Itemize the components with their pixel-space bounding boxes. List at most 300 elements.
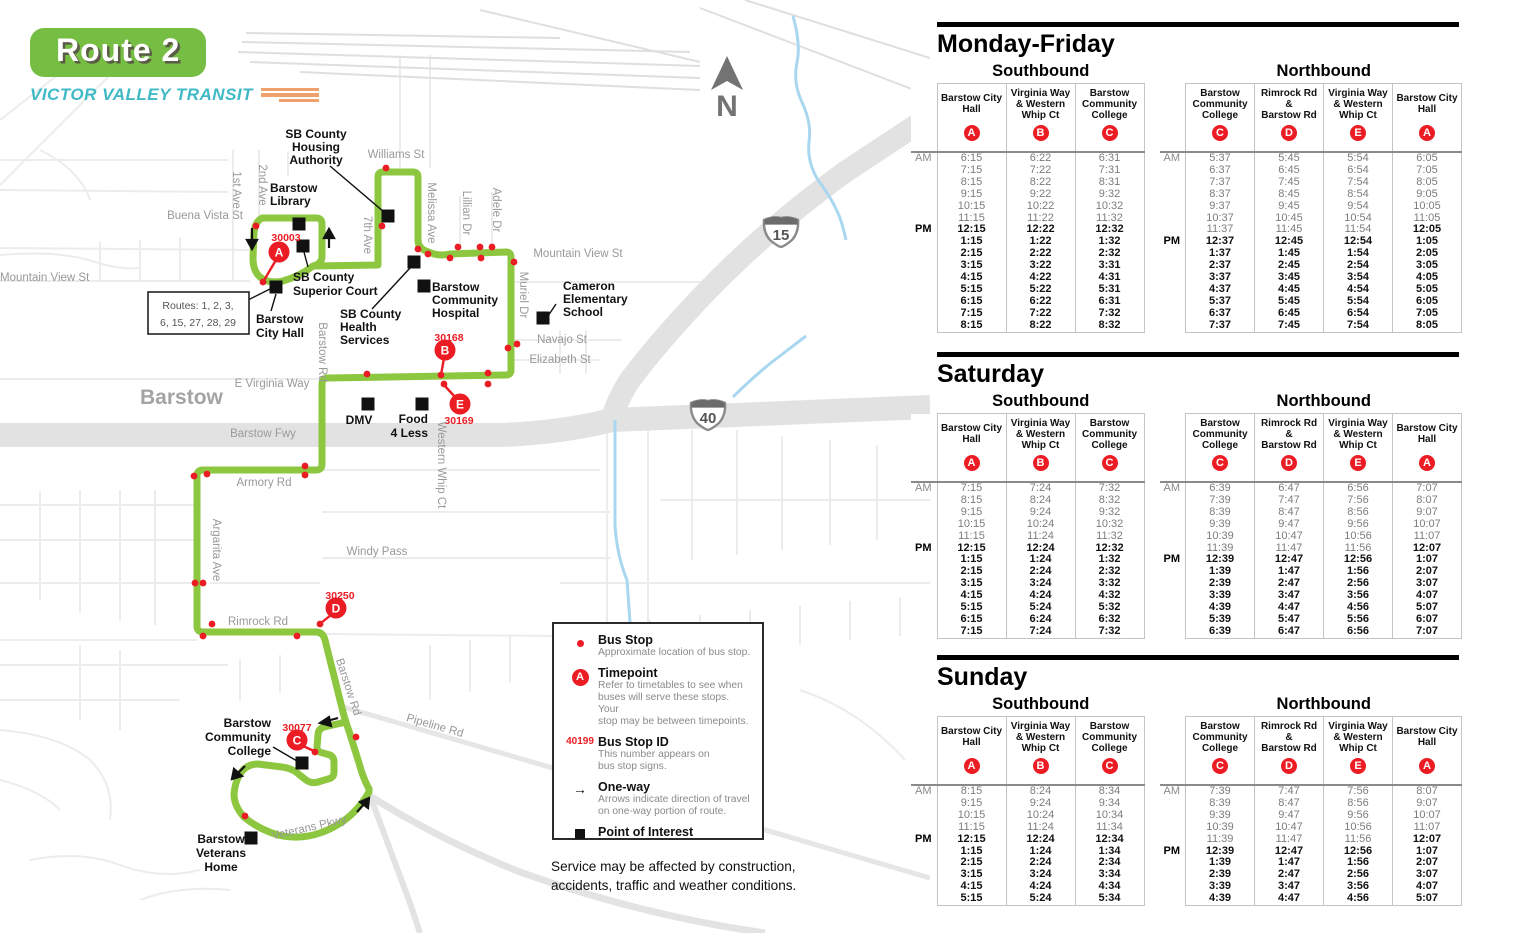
time-cell: 4:56 <box>1324 893 1393 905</box>
time-cell: 11:39 <box>1186 834 1255 846</box>
column-name: Rimrock Rd & Barstow Rd <box>1260 417 1318 451</box>
svg-text:Authority: Authority <box>289 153 343 167</box>
timepoint-letter: E <box>1350 125 1366 141</box>
street-argarita: Argarita Ave <box>210 518 222 582</box>
column-name: Barstow Community College <box>1192 87 1248 121</box>
time-cell: 3:31 <box>1075 260 1144 272</box>
time-cell: 7:39 <box>1186 785 1255 798</box>
time-cell: 6:32 <box>1075 614 1144 626</box>
period-label <box>911 296 937 308</box>
svg-text:Barstow: Barstow <box>256 312 304 326</box>
time-cell: 6:54 <box>1324 308 1393 320</box>
time-cell: 4:37 <box>1186 284 1255 296</box>
time-cell: 11:32 <box>1075 531 1144 543</box>
time-cell: 2:34 <box>1075 857 1144 869</box>
timetable-row <box>911 531 1144 543</box>
period-label <box>1160 177 1186 189</box>
time-cell: 2:39 <box>1186 578 1255 590</box>
column-header <box>1393 414 1462 483</box>
period-label <box>911 798 937 810</box>
period-label <box>911 320 937 332</box>
direction-block <box>911 62 1145 333</box>
time-cell: 6:37 <box>1186 165 1255 177</box>
time-cell: 10:45 <box>1255 213 1324 225</box>
time-cell: 10:32 <box>1075 201 1144 213</box>
time-cell: 2:05 <box>1393 248 1462 260</box>
period-label <box>1160 201 1186 213</box>
time-cell: 3:24 <box>1006 578 1075 590</box>
column-name: Barstow Community College <box>1192 417 1248 451</box>
column-name: Barstow City Hall <box>1396 423 1458 445</box>
street-veterans-pkwy: Veterans Pkwy <box>270 813 348 843</box>
legend-timepoint: A Timepoint Refer to timetables to see when buses will serve these stops. Your stop may be between timepoints. <box>562 666 752 728</box>
svg-text:Superior Court: Superior Court <box>293 284 378 298</box>
period-label <box>911 248 937 260</box>
time-cell: 9:47 <box>1255 519 1324 531</box>
time-cell: 8:05 <box>1393 320 1462 332</box>
one-way-arrow-icon: → <box>573 781 587 797</box>
time-cell: 7:47 <box>1255 785 1324 798</box>
timepoint-letter: C <box>1212 125 1228 141</box>
time-cell: 8:47 <box>1255 507 1324 519</box>
timepoint-letter: C <box>1102 758 1118 774</box>
day-divider-bar <box>937 22 1459 27</box>
period-label: PM <box>1163 235 1180 248</box>
time-cell: 8:45 <box>1255 189 1324 201</box>
time-cell: 4:54 <box>1324 284 1393 296</box>
period-label <box>911 578 937 590</box>
time-cell: 9:56 <box>1324 519 1393 531</box>
period-label: AM <box>915 785 932 797</box>
time-cell: 5:24 <box>1006 602 1075 614</box>
time-cell: 8:47 <box>1255 798 1324 810</box>
period-label <box>911 554 937 566</box>
time-cell: 5:15 <box>937 893 1006 905</box>
time-cell: 6:47 <box>1255 482 1324 495</box>
timetable-row <box>1160 519 1462 531</box>
time-cell: 2:32 <box>1075 248 1144 260</box>
time-cell: 6:22 <box>1006 152 1075 165</box>
time-cell: 2:07 <box>1393 857 1462 869</box>
period-label <box>911 165 937 177</box>
timepoint-circle-icon: A <box>562 666 598 728</box>
timepoint-letter: C <box>1212 455 1228 471</box>
street-barstow-rd-upper: Barstow Rd <box>316 322 328 382</box>
poi-housing-authority <box>285 127 347 167</box>
column-name: Rimrock Rd & Barstow Rd <box>1260 87 1318 121</box>
time-cell: 8:24 <box>1006 785 1075 798</box>
time-cell: 4:24 <box>1006 590 1075 602</box>
time-cell: 11:07 <box>1393 822 1462 834</box>
time-cell: 11:56 <box>1324 543 1393 555</box>
poi-cameron-school <box>563 279 628 319</box>
timetable-row <box>911 152 1144 165</box>
time-cell: 8:34 <box>1075 785 1144 798</box>
timetable-row <box>1160 177 1462 189</box>
time-cell: 5:56 <box>1324 614 1393 626</box>
column-name: Barstow Community College <box>1082 720 1137 754</box>
period-label <box>911 602 937 614</box>
weekday-tables <box>911 62 1471 333</box>
time-cell: 3:07 <box>1393 869 1462 881</box>
timetable-row <box>911 177 1144 189</box>
street-rimrock: Rimrock Rd <box>227 616 289 628</box>
svg-text:Housing: Housing <box>292 140 340 154</box>
period-label <box>1160 507 1186 519</box>
period-label <box>911 495 937 507</box>
time-cell: 7:07 <box>1393 626 1462 638</box>
time-cell: 6:15 <box>937 614 1006 626</box>
time-cell: 4:47 <box>1255 602 1324 614</box>
timetable-row <box>1160 531 1462 543</box>
time-cell: 7:05 <box>1393 308 1462 320</box>
timetable-row <box>911 785 1144 798</box>
timepoint-c: C <box>292 733 302 748</box>
time-cell: 6:56 <box>1324 482 1393 495</box>
timetable-row <box>911 626 1144 638</box>
day-title: Sunday <box>937 663 1028 691</box>
time-cell: 12:56 <box>1324 554 1393 566</box>
timepoint-a: A <box>274 245 284 260</box>
street-western-whip: Western Whip Ct <box>435 421 447 509</box>
time-cell: 11:07 <box>1393 531 1462 543</box>
svg-text:Hospital: Hospital <box>432 306 480 320</box>
time-cell: 3:22 <box>1006 260 1075 272</box>
period-label <box>911 881 937 893</box>
time-cell: 10:07 <box>1393 810 1462 822</box>
time-cell: 3:47 <box>1255 590 1324 602</box>
period-label <box>1160 602 1186 614</box>
column-name: Barstow Community College <box>1082 87 1137 121</box>
time-cell: 12:07 <box>1393 543 1462 555</box>
time-cell: 4:56 <box>1324 602 1393 614</box>
north-label: N <box>716 90 738 123</box>
time-cell: 8:22 <box>1006 177 1075 189</box>
street-pipeline: Pipeline Rd <box>404 712 465 740</box>
time-cell: 8:54 <box>1324 189 1393 201</box>
stop-id-30169: 30169 <box>444 415 474 427</box>
time-cell: 6:37 <box>1186 308 1255 320</box>
time-cell: 7:15 <box>937 482 1006 495</box>
timetable-row <box>911 810 1144 822</box>
street-buena-vista: Buena Vista St <box>167 210 243 222</box>
timetable-row <box>911 201 1144 213</box>
time-cell: 2:56 <box>1324 869 1393 881</box>
service-note: Service may be affected by construction, accidents, traffic and weather conditions. <box>551 859 797 893</box>
period-label: PM <box>915 541 932 554</box>
column-name: Barstow Community College <box>1082 417 1137 451</box>
street-1st-ave: 1st Ave <box>230 171 242 209</box>
timepoint-letter: B <box>1033 125 1049 141</box>
time-cell: 7:54 <box>1324 177 1393 189</box>
time-cell: 5:54 <box>1324 296 1393 308</box>
time-cell: 3:54 <box>1324 272 1393 284</box>
direction-title: Southbound <box>992 695 1090 713</box>
timepoint-letter: C <box>1102 125 1118 141</box>
column-name: Virginia Way & Western Whip Ct <box>1328 720 1388 754</box>
column-name: Virginia Way & Western Whip Ct <box>1328 417 1388 451</box>
sunday-tables <box>911 695 1471 906</box>
routes-callout <box>148 292 249 334</box>
column-header <box>1075 414 1144 483</box>
time-cell: 1:56 <box>1324 857 1393 869</box>
street-barstow-fwy: Barstow Fwy <box>230 428 296 440</box>
time-cell: 3:37 <box>1186 272 1255 284</box>
direction-block <box>1160 695 1463 906</box>
route-badge <box>30 28 206 77</box>
time-cell: 6:24 <box>1006 614 1075 626</box>
time-cell: 6:39 <box>1186 626 1255 638</box>
column-header <box>1324 717 1393 786</box>
timetable-row <box>1160 626 1462 638</box>
time-cell: 2:47 <box>1255 869 1324 881</box>
time-cell: 4:07 <box>1393 881 1462 893</box>
gutter-header <box>911 84 937 153</box>
period-label <box>1160 810 1186 822</box>
period-label <box>911 507 937 519</box>
time-cell: 5:37 <box>1186 152 1255 165</box>
time-cell: 2:32 <box>1075 566 1144 578</box>
time-cell: 5:34 <box>1075 893 1144 905</box>
time-cell: 5:32 <box>1075 602 1144 614</box>
timetable-row <box>1160 834 1462 846</box>
time-cell: 1:24 <box>1006 554 1075 566</box>
stop-id-30168: 30168 <box>434 332 464 344</box>
time-cell: 5:05 <box>1393 284 1462 296</box>
time-cell: 3:34 <box>1075 869 1144 881</box>
period-label <box>911 284 937 296</box>
svg-text:SB County: SB County <box>293 270 355 284</box>
time-cell: 8:15 <box>937 320 1006 332</box>
time-cell: 6:07 <box>1393 614 1462 626</box>
timetable-row <box>1160 893 1462 905</box>
time-cell: 9:07 <box>1393 798 1462 810</box>
time-cell: 7:56 <box>1324 495 1393 507</box>
time-cell: 8:37 <box>1186 189 1255 201</box>
column-header <box>937 717 1006 786</box>
period-label <box>911 893 937 905</box>
railroad-lines <box>238 0 930 96</box>
timepoint-letter: A <box>964 125 980 141</box>
column-header <box>1255 414 1324 483</box>
svg-text:City Hall: City Hall <box>256 326 305 340</box>
svg-text:Health: Health <box>340 320 377 334</box>
time-cell: 7:47 <box>1255 495 1324 507</box>
time-cell: 6:31 <box>1075 296 1144 308</box>
time-cell: 1:39 <box>1186 857 1255 869</box>
time-cell: 9:39 <box>1186 810 1255 822</box>
period-label <box>911 260 937 272</box>
column-name: Barstow City Hall <box>940 93 1003 115</box>
time-cell: 2:39 <box>1186 869 1255 881</box>
period-label <box>1160 213 1186 225</box>
time-cell: 9:32 <box>1075 189 1144 201</box>
time-cell: 6:31 <box>1075 152 1144 165</box>
time-cell: 10:56 <box>1324 822 1393 834</box>
time-cell: 8:56 <box>1324 798 1393 810</box>
period-label <box>1160 308 1186 320</box>
column-header <box>1006 84 1075 153</box>
time-cell: 10:39 <box>1186 822 1255 834</box>
period-label <box>911 236 937 248</box>
period-label <box>1160 189 1186 201</box>
gutter-header <box>1160 414 1186 483</box>
period-label: AM <box>915 152 932 164</box>
routes-callout-line2: 6, 15, 27, 28, 29 <box>160 317 236 329</box>
direction-title: Northbound <box>1276 695 1371 713</box>
time-cell: 9:24 <box>1006 507 1075 519</box>
time-cell: 9:15 <box>937 798 1006 810</box>
time-cell: 3:07 <box>1393 578 1462 590</box>
timetable-row <box>1160 189 1462 201</box>
svg-text:Library: Library <box>270 194 311 208</box>
time-cell: 4:24 <box>1006 881 1075 893</box>
period-label <box>911 177 937 189</box>
time-cell: 11:34 <box>1075 822 1144 834</box>
stop-id-example: 40199 <box>566 736 594 747</box>
svg-text:Services: Services <box>340 333 390 347</box>
legend-poi: Point of Interest <box>562 825 752 844</box>
time-cell: 10:39 <box>1186 531 1255 543</box>
timepoint-letter: D <box>1281 455 1297 471</box>
legend-stop-id: 40199 Bus Stop ID This number appears on bus stop signs. <box>562 735 752 773</box>
svg-text:SB County: SB County <box>340 307 402 321</box>
time-cell: 6:47 <box>1255 626 1324 638</box>
stop-id-30250: 30250 <box>325 590 355 602</box>
period-label: PM <box>1163 844 1180 857</box>
time-cell: 12:56 <box>1324 846 1393 858</box>
timepoint-b: B <box>440 343 450 358</box>
time-cell: 9:56 <box>1324 810 1393 822</box>
time-cell: 5:07 <box>1393 893 1462 905</box>
column-header <box>937 414 1006 483</box>
saturday-tables <box>911 392 1471 639</box>
time-cell: 4:05 <box>1393 272 1462 284</box>
time-cell: 10:54 <box>1324 213 1393 225</box>
time-cell: 10:47 <box>1255 531 1324 543</box>
timepoint-letter: D <box>1281 758 1297 774</box>
svg-text:Barstow: Barstow <box>432 280 480 294</box>
time-cell: 2:15 <box>937 857 1006 869</box>
direction-title: Northbound <box>1276 392 1371 410</box>
column-header <box>1075 717 1144 786</box>
timepoint-letter: E <box>1350 758 1366 774</box>
time-cell: 4:15 <box>937 272 1006 284</box>
timetable-row <box>911 320 1144 332</box>
period-label <box>911 590 937 602</box>
period-label: PM <box>1163 553 1180 566</box>
period-label <box>1160 626 1186 638</box>
i40-number: 40 <box>699 410 717 427</box>
period-label: AM <box>1163 785 1180 797</box>
time-cell: 7:32 <box>1075 482 1144 495</box>
time-cell: 12:45 <box>1255 236 1324 248</box>
timetable-row <box>911 296 1144 308</box>
timetable-row <box>1160 507 1462 519</box>
poi-veterans-home <box>196 832 246 874</box>
time-cell: 11:56 <box>1324 834 1393 846</box>
time-cell: 4:39 <box>1186 602 1255 614</box>
timetable-row <box>1160 152 1462 165</box>
street-mtn-view-left: Mountain View St <box>0 272 90 284</box>
direction-block <box>1160 62 1463 333</box>
poi-food4less <box>391 412 429 440</box>
time-cell: 12:54 <box>1324 236 1393 248</box>
time-cell: 3:05 <box>1393 260 1462 272</box>
north-arrow <box>711 56 743 123</box>
timetable-row <box>1160 810 1462 822</box>
time-cell: 11:05 <box>1393 213 1462 225</box>
time-cell: 8:32 <box>1075 495 1144 507</box>
agency-name: VICTOR VALLEY TRANSIT <box>30 85 254 104</box>
column-name: Barstow City Hall <box>1396 93 1458 115</box>
time-cell: 4:15 <box>937 590 1006 602</box>
time-cell: 5:39 <box>1186 614 1255 626</box>
map-legend <box>552 622 764 840</box>
period-label <box>1160 165 1186 177</box>
period-label: AM <box>1163 152 1180 164</box>
direction-block <box>1160 392 1463 639</box>
street-2nd-ave: 2nd Ave <box>256 164 268 206</box>
time-cell: 3:15 <box>937 578 1006 590</box>
svg-text:Community: Community <box>432 293 498 307</box>
timetable-row <box>1160 785 1462 798</box>
column-header <box>1006 717 1075 786</box>
time-cell: 12:24 <box>1006 543 1075 555</box>
period-label <box>911 531 937 543</box>
time-cell: 12:15 <box>937 224 1006 236</box>
street-elizabeth: Elizabeth St <box>529 354 591 366</box>
timepoint-letter: B <box>1033 758 1049 774</box>
time-cell: 6:22 <box>1006 296 1075 308</box>
time-cell: 12:47 <box>1255 846 1324 858</box>
time-cell: 1:24 <box>1006 846 1075 858</box>
time-cell: 12:07 <box>1393 834 1462 846</box>
direction-title: Southbound <box>992 392 1090 410</box>
time-cell: 9:07 <box>1393 507 1462 519</box>
time-cell: 5:15 <box>937 284 1006 296</box>
time-cell: 9:39 <box>1186 519 1255 531</box>
period-label <box>1160 614 1186 626</box>
time-cell: 7:15 <box>937 165 1006 177</box>
timetable-row <box>911 893 1144 905</box>
time-cell: 8:56 <box>1324 507 1393 519</box>
time-cell: 11:15 <box>937 213 1006 225</box>
timepoint-letter: A <box>964 455 980 471</box>
time-cell: 4:47 <box>1255 893 1324 905</box>
time-cell: 12:15 <box>937 543 1006 555</box>
time-cell: 9:24 <box>1006 798 1075 810</box>
gutter-header <box>911 414 937 483</box>
column-name: Barstow Community College <box>1192 720 1248 754</box>
day-title: Saturday <box>937 360 1044 388</box>
routes-callout-line1: Routes: 1, 2, 3, <box>162 300 234 312</box>
column-name: Rimrock Rd & Barstow Rd <box>1260 720 1318 754</box>
time-cell: 6:39 <box>1186 482 1255 495</box>
time-cell: 7:24 <box>1006 482 1075 495</box>
column-header <box>1393 84 1462 153</box>
street-melissa: Melissa Ave <box>425 182 437 244</box>
timetable-row <box>911 507 1144 519</box>
period-label <box>1160 519 1186 531</box>
svg-text:SB County: SB County <box>285 127 347 141</box>
time-cell: 1:56 <box>1324 566 1393 578</box>
svg-text:College: College <box>227 744 271 758</box>
svg-text:School: School <box>563 305 604 319</box>
time-cell: 8:31 <box>1075 177 1144 189</box>
time-cell: 10:32 <box>1075 519 1144 531</box>
period-label <box>1160 531 1186 543</box>
